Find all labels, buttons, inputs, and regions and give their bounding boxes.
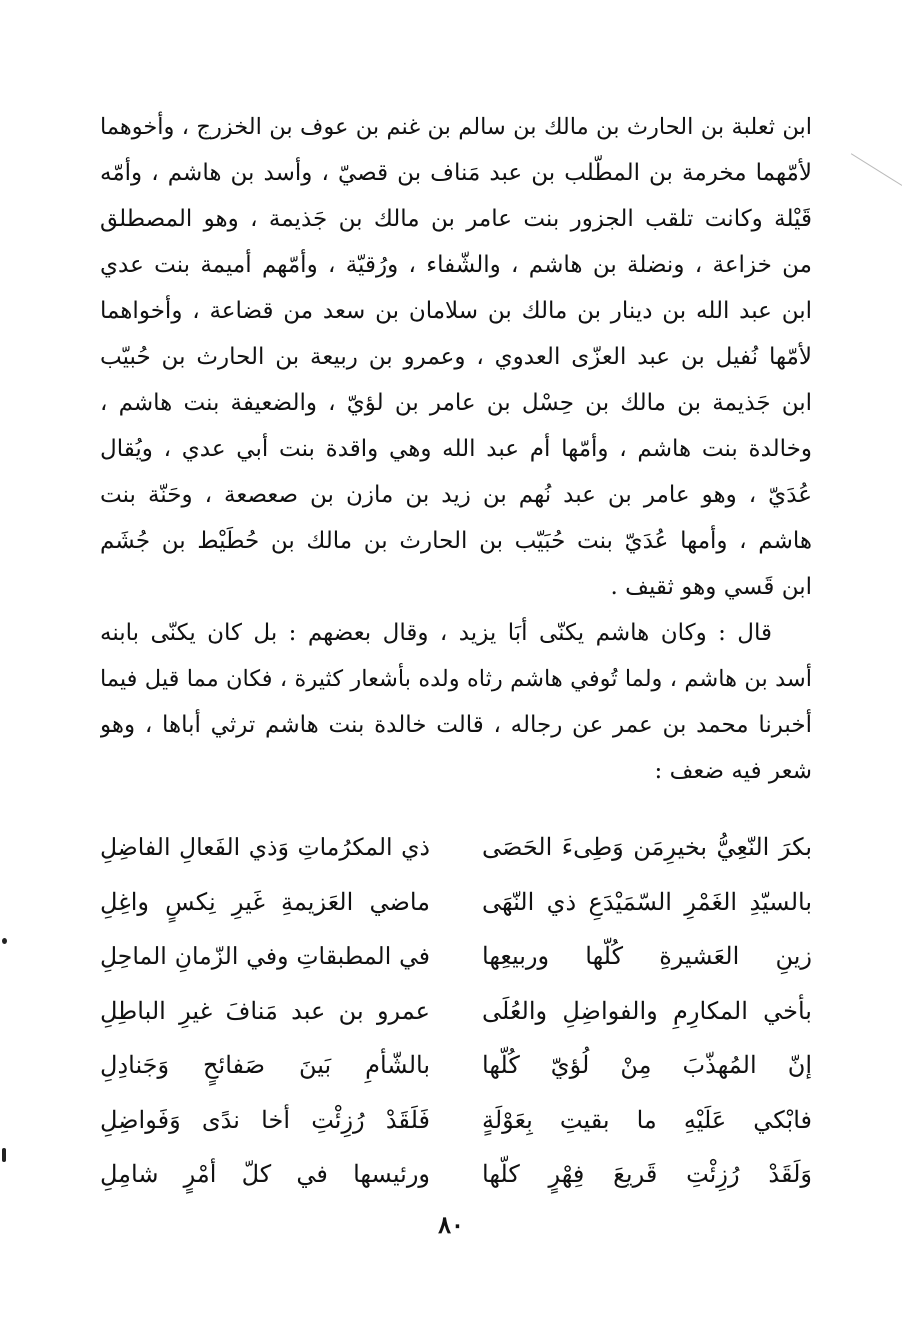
text-line: من خزاعة ، ونضلة بن هاشم ، والشّفاء ، ورُقيّة ، وأمّهم أميمة بنت عدي [100, 252, 812, 278]
poem-verse [100, 984, 812, 1039]
text-line: قال : وكان هاشم يكنّى أبَا يزيد ، وقال بعضهم : بل كان يكنّى بابنه [100, 620, 772, 646]
poem-verse [100, 1093, 812, 1148]
poem [100, 820, 812, 1202]
verse-second-hemistich: ورئيسها في كلّ أمْرٍ شامِلِ [100, 1160, 430, 1188]
text-line: أسد بن هاشم ، ولما تُوفي هاشم رثاه ولده بأشعار كثيرة ، فكان مما قيل فيما [100, 666, 812, 692]
verse-first-hemistich: زينِ العَشيرةِ كُلّها وربيعِها [482, 942, 812, 970]
verse-first-hemistich: فابْكي عَلَيْهِ ما بقيتِ بِعَوْلَةٍ [482, 1105, 812, 1134]
poem-verse [100, 1147, 812, 1202]
verse-second-hemistich: عمرو بن عبد مَنافَ غيرِ الباطِلِ [100, 996, 430, 1025]
page-number: ٨٠ [438, 1210, 464, 1239]
verse-second-hemistich: فَلَقَدْ رُزِئْتِ أخا ندًى وَفَواضِلِ [100, 1105, 430, 1134]
text-line: عُدَيّ ، وهو عامر بن عبد نُهم بن زيد بن مازن بن صعصعة ، وحَنّة بنت [100, 482, 812, 508]
verse-first-hemistich: بالسيّدِ الغَمْرِ السّمَيْدَعِ ذي النّهَى [482, 887, 812, 916]
text-line: هاشم ، وأمها عُدَيّ بنت حُبَيّب بن الحارث بن مالك بن حُطَيْط بن جُشَم [100, 528, 812, 554]
poem-verse [100, 1038, 812, 1093]
text-line: شعر فيه ضعف : [654, 758, 812, 784]
text-line: لأمّهما مخرمة بن المطّلب بن عبد مَناف بن قصيّ ، وأسد بن هاشم ، وأمّه [100, 160, 812, 186]
paragraph-genealogy [100, 104, 812, 610]
scan-dot [2, 1148, 6, 1162]
verse-second-hemistich: في المطبقاتِ وفي الزّمانِ الماحِلِ [100, 942, 430, 970]
scan-dot [2, 938, 7, 944]
paragraph-elegy-intro [100, 610, 812, 794]
poem-verse [100, 929, 812, 984]
poem-verse [100, 820, 812, 875]
text-line: ابن ثعلبة بن الحارث بن مالك بن سالم بن غنم بن عوف بن الخزرج ، وأخوهما [100, 114, 812, 140]
verse-second-hemistich: بالشّأمِ بَينَ صَفائحٍ وَجَنادِلِ [100, 1051, 430, 1079]
scan-artifact-line [851, 153, 902, 186]
text-line: ابن قَسي وهو ثقيف . [610, 574, 812, 600]
verse-first-hemistich: إنّ المُهذّبَ مِنْ لُؤيّ كُلّها [482, 1051, 812, 1079]
text-line: ابن جَذيمة بن مالك بن حِسْل بن عامر بن لؤيّ ، والضعيفة بنت هاشم ، [100, 390, 812, 416]
text-line: وخالدة بنت هاشم ، وأمّها أم عبد الله وهي واقدة بنت أبي عدي ، ويُقال [100, 436, 812, 462]
verse-second-hemistich: ذي المكرُماتِ وَذي الفَعالِ الفاضِلِ [100, 833, 430, 861]
text-line: قَيْلة وكانت تلقب الجزور بنت عامر بن مالك بن جَذيمة ، وهو المصطلق [100, 206, 812, 232]
verse-first-hemistich: وَلَقَدْ رُزِئْتِ قَريعَ فِهْرٍ كلّها [482, 1160, 812, 1188]
text-line: ابن عبد الله بن دينار بن مالك بن سلامان بن سعد من قضاعة ، وأخواهما [100, 298, 812, 324]
verse-second-hemistich: ماضي العَزيمةِ غَيرِ نِكسٍ واغِلِ [100, 887, 430, 916]
poem-verse [100, 875, 812, 930]
verse-first-hemistich: بأخي المكارِمِ والفواضِلِ والعُلَى [482, 996, 812, 1025]
verse-first-hemistich: بكرَ النّعِيُّ بخيرِمَن وَطِىءَ الحَصَى [482, 833, 812, 861]
text-line: لأمّها نُفيل بن عبد العزّى العدوي ، وعمرو بن ربيعة بن الحارث بن حُبيّب [100, 344, 812, 370]
text-line: أخبرنا محمد بن عمر عن رجاله ، قالت خالدة بنت هاشم ترثي أباها ، وهو [100, 712, 812, 738]
